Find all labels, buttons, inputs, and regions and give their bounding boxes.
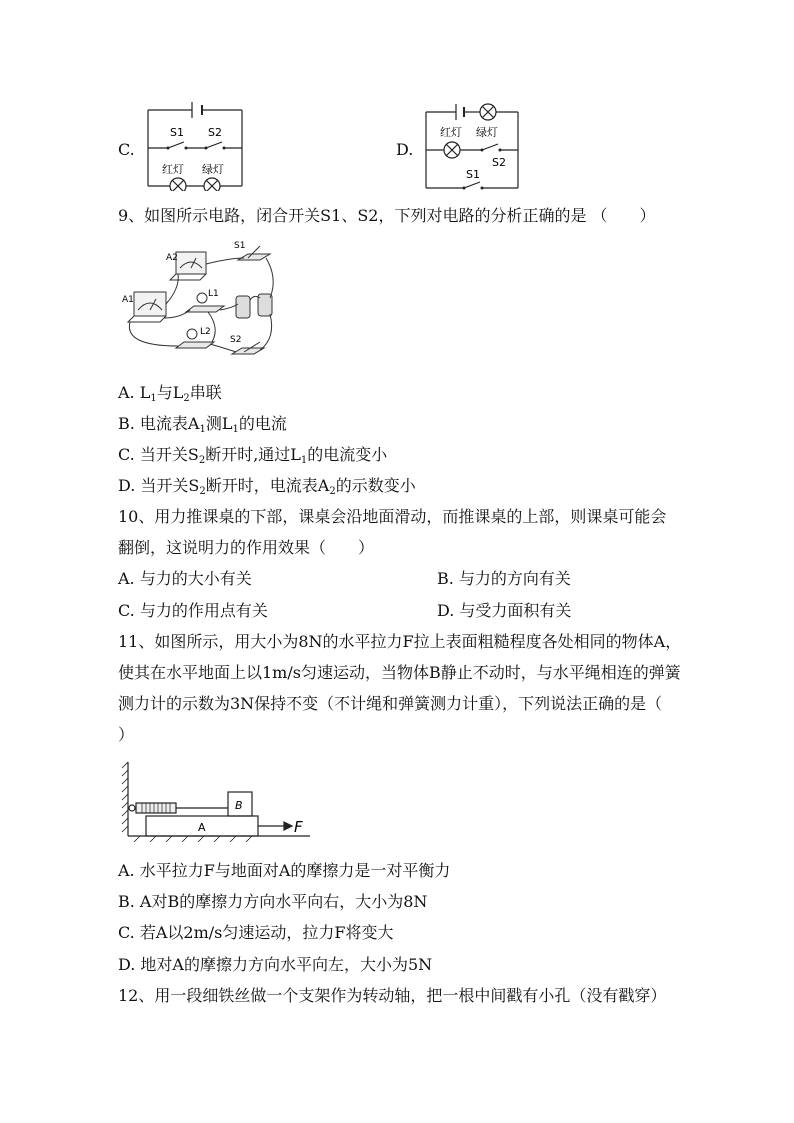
fig-force-f-label: F [294, 818, 303, 836]
c-red-lamp-label: 红灯 [162, 163, 184, 176]
q12-stem-line1: 12、用一段细铁丝做一个支架作为转动轴，把一根中间戳有小孔（没有戳穿） [118, 986, 667, 1005]
c-green-lamp-label: 绿灯 [202, 163, 224, 176]
fig-s1-label: S1 [234, 241, 246, 251]
q9-option-d[interactable]: D. 当开关$S_2$断开时，电流表$A_2$的示数变小 [118, 476, 416, 497]
q10-stem-line2: 翻倒，这说明力的作用效果（ ） [118, 538, 375, 557]
q10-option-d[interactable]: D. 与受力面积有关 [437, 601, 572, 620]
q10-stem-line1: 10、用力推课桌的下部，课桌会沿地面滑动，而推课桌的上部，则课桌可能会 [118, 507, 667, 526]
q10-option-a[interactable]: A. 与力的大小有关 [118, 569, 252, 588]
option-d-label: D. [396, 140, 414, 159]
d-green-lamp-label: 绿灯 [476, 126, 498, 139]
fig-l1-label: L1 [208, 289, 219, 299]
d-s1-label: S1 [466, 168, 480, 181]
d-red-lamp-label: 红灯 [440, 126, 462, 139]
q11-stem-line4: ） [118, 725, 135, 744]
q11-spring-block-figure [120, 760, 320, 842]
q10-option-c[interactable]: C. 与力的作用点有关 [118, 601, 268, 620]
q10-option-b[interactable]: B. 与力的方向有关 [437, 569, 571, 588]
circuit-diagram-d [418, 100, 526, 192]
q9-physical-circuit-figure [120, 238, 280, 366]
q11-option-d[interactable]: D. 地对A的摩擦力方向水平向左，大小为5N [118, 955, 433, 974]
fig-a1-label: A1 [122, 295, 134, 305]
c-s1-label: S1 [170, 126, 184, 139]
q11-stem-line1: 11、如图所示，用大小为8N的水平拉力F拉上表面粗糙程度各处相同的物体A， [118, 632, 682, 651]
fig-block-a-label: A [198, 821, 206, 834]
q9-stem: 9、如图所示电路，闭合开关S1、S2，下列对电路的分析正确的是 （ ） [118, 206, 656, 225]
fig-l2-label: L2 [200, 327, 211, 337]
q11-stem-line3: 测力计的示数为3N保持不变（不计绳和弹簧测力计重），下列说法正确的是（ [118, 694, 663, 713]
q9-option-a[interactable]: A. $L_1$与$L_2$串联 [118, 383, 222, 404]
option-c-label: C. [118, 140, 135, 159]
q9-option-c[interactable]: C. 当开关$S_2$断开时,通过$L_1$的电流变小 [118, 445, 388, 466]
q11-option-b[interactable]: B. A对B的摩擦力方向水平向右，大小为8N [118, 892, 428, 911]
q11-option-c[interactable]: C. 若A以2m/s匀速运动，拉力F将变大 [118, 923, 394, 942]
circuit-diagram-c [140, 96, 250, 191]
q11-option-a[interactable]: A. 水平拉力F与地面对A的摩擦力是一对平衡力 [118, 861, 451, 880]
d-s2-label: S2 [492, 156, 506, 169]
c-s2-label: S2 [208, 126, 222, 139]
fig-s2-label: S2 [230, 335, 242, 345]
fig-a2-label: A2 [166, 253, 178, 263]
fig-block-b-label: B [235, 799, 243, 812]
q9-option-b[interactable]: B. 电流表$A_1$测$L_1$的电流 [118, 414, 287, 435]
q11-stem-line2: 使其在水平地面上以1m/s匀速运动，当物体B静止不动时，与水平绳相连的弹簧 [118, 663, 681, 682]
